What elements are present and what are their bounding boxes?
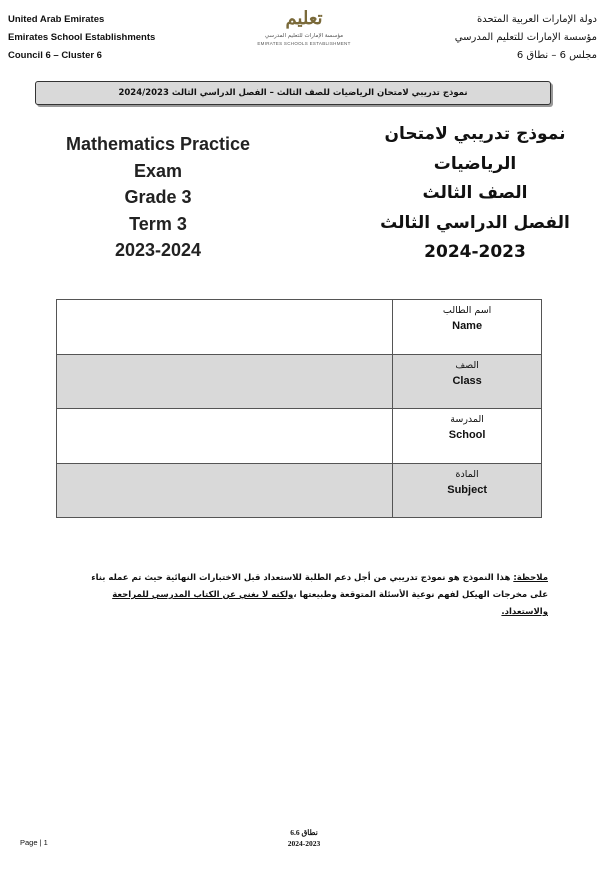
title-en-line4: Term 3 <box>129 213 187 234</box>
title-ar-line1: نموذج تدريبي لامتحان <box>384 124 566 144</box>
note-label: ملاحظة: <box>513 573 548 583</box>
school-field[interactable] <box>57 409 393 464</box>
school-label <box>393 409 542 464</box>
title-en-line1: Mathematics Practice <box>65 134 251 154</box>
practice-note <box>88 570 548 621</box>
title-ar-line2: الرياضيات <box>433 153 517 174</box>
footer-year: 2024-2023 <box>287 839 321 848</box>
logo-subtitle-ar: مؤسسة الإمارات للتعليم المدرسي <box>264 33 344 39</box>
subject-label <box>393 463 542 518</box>
header-country-en: United Arab Emirates <box>8 14 105 25</box>
title-ar-line5: 2024-2023 <box>424 242 526 262</box>
subject-label-ar: المادة <box>455 468 479 480</box>
logo-mark: تعليم <box>285 8 323 29</box>
header-country-ar: دولة الإمارات العربية المتحدة <box>476 14 597 25</box>
logo-subtitle-en: EMIRATES SCHOOLS ESTABLISHMENT <box>257 41 351 46</box>
note-underlined-text: ولكنه لا يغني عن الكتاب المدرسي للمراجعة والاستعداد. <box>112 590 548 617</box>
school-label-ar: المدرسة <box>450 414 484 425</box>
class-label <box>393 354 542 409</box>
name-field[interactable] <box>57 300 393 355</box>
name-label-en: Name <box>452 320 483 332</box>
title-ar-line3: الصف الثالث <box>422 183 528 203</box>
header-council-ar: مجلس 6 – نطاق 6 <box>516 50 597 61</box>
page-number: Page | 1 <box>20 838 48 847</box>
title-block-ar <box>370 120 580 268</box>
header-org-ar: مؤسسة الإمارات للتعليم المدرسي <box>454 32 597 43</box>
note-text: هذا النموذج هو نموذج تدريبي من أجل دعم الطلبة للاستعداد قبل الاختبارات النهائية حيث تم عمله بناء على مخرجات الهيكل لفهم نوعية الأسئلة المتوقعة وطبيعتها ، <box>91 573 548 600</box>
header-left <box>8 11 155 65</box>
footer-center <box>262 827 346 849</box>
student-info-table <box>56 299 542 518</box>
ministry-logo <box>252 6 356 58</box>
title-en-line3: Grade 3 <box>124 187 192 207</box>
class-label-en: Class <box>452 374 482 387</box>
subject-label-en: Subject <box>447 483 487 496</box>
subject-field[interactable] <box>57 463 393 518</box>
class-field[interactable] <box>57 354 393 409</box>
title-ar-line4: الفصل الدراسي الثالث <box>380 212 570 233</box>
class-label-ar: الصف <box>455 359 479 371</box>
table-row-name <box>57 300 542 355</box>
title-en-line5: 2023-2024 <box>114 240 202 260</box>
header-org-en: Emirates School Establishments <box>8 32 156 43</box>
table-row-class <box>57 354 542 409</box>
title-block-en <box>58 131 258 264</box>
header-right <box>455 11 597 65</box>
table-row-subject <box>57 463 542 518</box>
exam-banner: نموذج تدريبي لامتحان الرياضيات للصف الثالث – الفصل الدراسي الثالث 2024/2023 <box>35 81 551 105</box>
header-council-en: Council 6 – Cluster 6 <box>8 50 102 61</box>
name-label-ar: اسم الطالب <box>442 305 492 316</box>
table-row-school <box>57 409 542 464</box>
school-label-en: School <box>448 429 486 441</box>
name-label <box>393 300 542 355</box>
title-en-line2: Exam <box>133 160 183 181</box>
footer-cluster: نطاق 6.6 <box>290 828 318 837</box>
